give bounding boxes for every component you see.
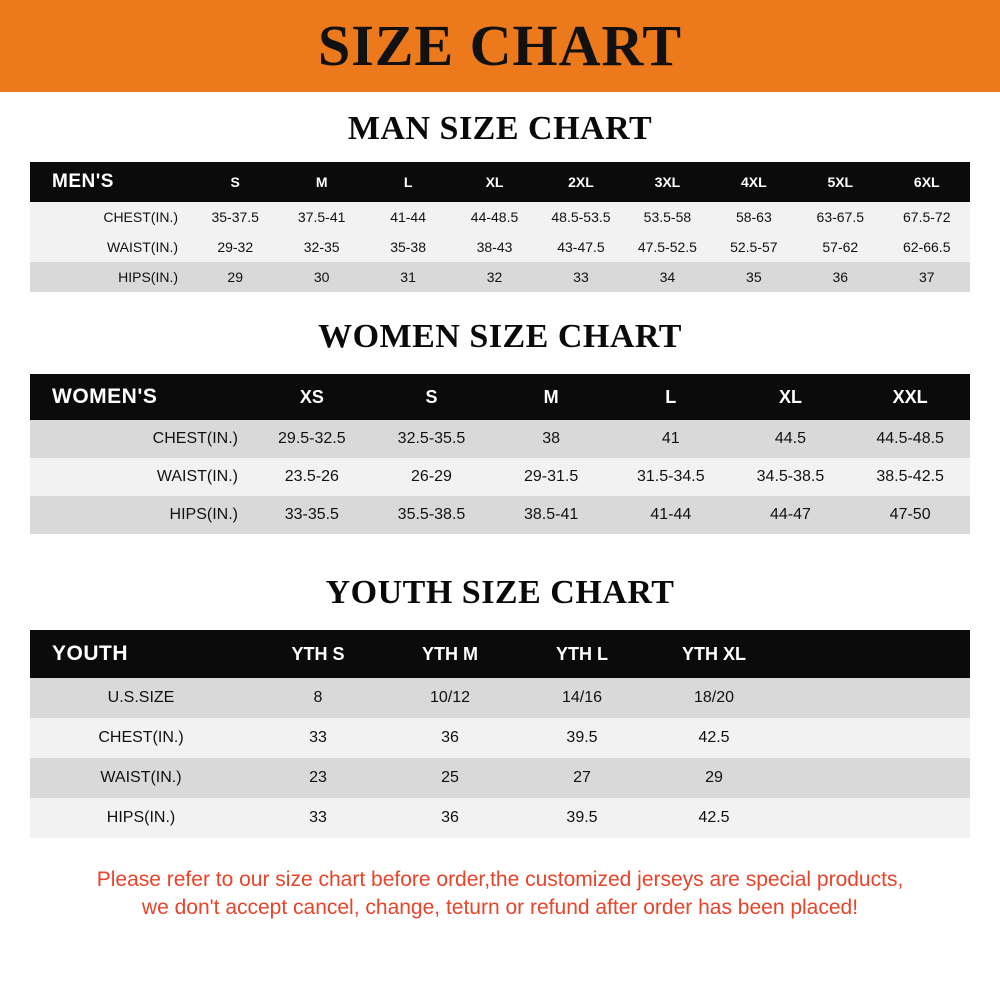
women-col-header: XXL bbox=[850, 374, 970, 420]
women-row-label: WAIST(IN.) bbox=[30, 458, 252, 496]
men-cell: 35 bbox=[711, 262, 797, 292]
women-row-label: CHEST(IN.) bbox=[30, 420, 252, 458]
men-cell: 67.5-72 bbox=[884, 202, 971, 232]
men-cell: 52.5-57 bbox=[711, 232, 797, 262]
men-cell: 31 bbox=[365, 262, 451, 292]
youth-cell: 36 bbox=[384, 798, 516, 838]
men-cell: 37 bbox=[884, 262, 971, 292]
youth-cell: 27 bbox=[516, 758, 648, 798]
women-cell: 32.5-35.5 bbox=[372, 420, 492, 458]
youth-cell-empty bbox=[780, 758, 970, 798]
women-cell: 38.5-41 bbox=[491, 496, 611, 534]
men-col-header: 3XL bbox=[624, 162, 710, 202]
women-cell: 34.5-38.5 bbox=[731, 458, 851, 496]
men-cell: 47.5-52.5 bbox=[624, 232, 710, 262]
youth-section-title: YOUTH SIZE CHART bbox=[325, 574, 675, 611]
men-col-header: XL bbox=[451, 162, 537, 202]
table-row bbox=[30, 420, 970, 458]
men-cell: 32 bbox=[451, 262, 537, 292]
youth-cell: 10/12 bbox=[384, 678, 516, 718]
men-size-table bbox=[30, 162, 970, 292]
women-cell: 29-31.5 bbox=[491, 458, 611, 496]
women-col-header: M bbox=[491, 374, 611, 420]
youth-corner-label: YOUTH bbox=[30, 630, 252, 678]
men-cell: 30 bbox=[278, 262, 364, 292]
men-cell: 37.5-41 bbox=[278, 202, 364, 232]
youth-table-body bbox=[30, 678, 970, 838]
men-table-wrap bbox=[0, 162, 1000, 292]
youth-cell: 42.5 bbox=[648, 798, 780, 838]
youth-cell-empty bbox=[780, 678, 970, 718]
men-cell: 29 bbox=[192, 262, 278, 292]
youth-row-label: WAIST(IN.) bbox=[30, 758, 252, 798]
men-cell: 38-43 bbox=[451, 232, 537, 262]
youth-cell: 8 bbox=[252, 678, 384, 718]
women-cell: 44.5-48.5 bbox=[850, 420, 970, 458]
men-cell: 44-48.5 bbox=[451, 202, 537, 232]
men-section-title: MAN SIZE CHART bbox=[347, 110, 653, 147]
youth-row-label: CHEST(IN.) bbox=[30, 718, 252, 758]
women-corner-label: WOMEN'S bbox=[30, 374, 252, 420]
women-cell: 29.5-32.5 bbox=[252, 420, 372, 458]
women-col-header: XL bbox=[731, 374, 851, 420]
women-col-header: L bbox=[611, 374, 731, 420]
men-row-label: CHEST(IN.) bbox=[30, 202, 192, 232]
youth-table-head bbox=[30, 630, 970, 678]
footer-line-2: we don't accept cancel, change, teturn or refund after order has been placed! bbox=[141, 896, 859, 920]
youth-col-header: YTH XL bbox=[648, 630, 780, 678]
men-cell: 48.5-53.5 bbox=[538, 202, 624, 232]
men-cell: 41-44 bbox=[365, 202, 451, 232]
women-cell: 33-35.5 bbox=[252, 496, 372, 534]
youth-col-header: YTH L bbox=[516, 630, 648, 678]
table-row bbox=[30, 496, 970, 534]
men-table-head bbox=[30, 162, 970, 202]
men-cell: 35-38 bbox=[365, 232, 451, 262]
youth-cell: 14/16 bbox=[516, 678, 648, 718]
women-col-header: XS bbox=[252, 374, 372, 420]
youth-cell: 39.5 bbox=[516, 718, 648, 758]
women-cell: 41 bbox=[611, 420, 731, 458]
men-col-header: 5XL bbox=[797, 162, 883, 202]
men-cell: 29-32 bbox=[192, 232, 278, 262]
youth-row-label: HIPS(IN.) bbox=[30, 798, 252, 838]
women-cell: 26-29 bbox=[372, 458, 492, 496]
men-corner-label: MEN'S bbox=[30, 162, 192, 202]
men-cell: 43-47.5 bbox=[538, 232, 624, 262]
women-col-header: S bbox=[372, 374, 492, 420]
women-cell: 35.5-38.5 bbox=[372, 496, 492, 534]
men-row-label: WAIST(IN.) bbox=[30, 232, 192, 262]
men-table-body bbox=[30, 202, 970, 292]
women-row-label: HIPS(IN.) bbox=[30, 496, 252, 534]
youth-cell-empty bbox=[780, 798, 970, 838]
men-col-header: S bbox=[192, 162, 278, 202]
table-row bbox=[30, 798, 970, 838]
women-cell: 38.5-42.5 bbox=[850, 458, 970, 496]
men-cell: 57-62 bbox=[797, 232, 883, 262]
women-cell: 38 bbox=[491, 420, 611, 458]
table-row bbox=[30, 202, 970, 232]
youth-cell: 33 bbox=[252, 798, 384, 838]
women-cell: 31.5-34.5 bbox=[611, 458, 731, 496]
header-banner bbox=[0, 0, 1000, 92]
page-title: SIZE CHART bbox=[317, 13, 683, 78]
youth-cell: 29 bbox=[648, 758, 780, 798]
women-cell: 47-50 bbox=[850, 496, 970, 534]
table-row bbox=[30, 232, 970, 262]
table-row bbox=[30, 718, 970, 758]
men-cell: 36 bbox=[797, 262, 883, 292]
youth-cell: 36 bbox=[384, 718, 516, 758]
men-cell: 62-66.5 bbox=[884, 232, 971, 262]
table-row bbox=[30, 758, 970, 798]
youth-size-table bbox=[30, 630, 970, 838]
women-table-wrap bbox=[0, 374, 1000, 534]
women-size-table bbox=[30, 374, 970, 534]
youth-row-label: U.S.SIZE bbox=[30, 678, 252, 718]
youth-col-header: YTH S bbox=[252, 630, 384, 678]
youth-cell: 25 bbox=[384, 758, 516, 798]
men-cell: 63-67.5 bbox=[797, 202, 883, 232]
youth-cell-empty bbox=[780, 718, 970, 758]
footer-disclaimer bbox=[0, 866, 1000, 923]
youth-cell: 39.5 bbox=[516, 798, 648, 838]
men-col-header: L bbox=[365, 162, 451, 202]
youth-col-header-empty bbox=[780, 630, 970, 678]
youth-cell: 42.5 bbox=[648, 718, 780, 758]
men-col-header: 2XL bbox=[538, 162, 624, 202]
men-cell: 32-35 bbox=[278, 232, 364, 262]
women-cell: 44.5 bbox=[731, 420, 851, 458]
women-section-title: WOMEN SIZE CHART bbox=[318, 318, 682, 355]
men-col-header: M bbox=[278, 162, 364, 202]
footer-line-1: Please refer to our size chart before order,the customized jerseys are special products, bbox=[96, 868, 904, 891]
youth-cell: 23 bbox=[252, 758, 384, 798]
table-header-row bbox=[30, 630, 970, 678]
men-col-header: 4XL bbox=[711, 162, 797, 202]
women-cell: 44-47 bbox=[731, 496, 851, 534]
men-cell: 33 bbox=[538, 262, 624, 292]
table-header-row bbox=[30, 374, 970, 420]
table-row bbox=[30, 262, 970, 292]
women-cell: 23.5-26 bbox=[252, 458, 372, 496]
table-row bbox=[30, 678, 970, 718]
table-header-row bbox=[30, 162, 970, 202]
table-row bbox=[30, 458, 970, 496]
women-cell: 41-44 bbox=[611, 496, 731, 534]
youth-table-wrap bbox=[0, 630, 1000, 838]
youth-cell: 33 bbox=[252, 718, 384, 758]
men-cell: 34 bbox=[624, 262, 710, 292]
women-table-head bbox=[30, 374, 970, 420]
men-cell: 35-37.5 bbox=[192, 202, 278, 232]
youth-cell: 18/20 bbox=[648, 678, 780, 718]
men-cell: 53.5-58 bbox=[624, 202, 710, 232]
women-table-body bbox=[30, 420, 970, 534]
youth-col-header: YTH M bbox=[384, 630, 516, 678]
men-col-header: 6XL bbox=[884, 162, 971, 202]
men-cell: 58-63 bbox=[711, 202, 797, 232]
men-row-label: HIPS(IN.) bbox=[30, 262, 192, 292]
